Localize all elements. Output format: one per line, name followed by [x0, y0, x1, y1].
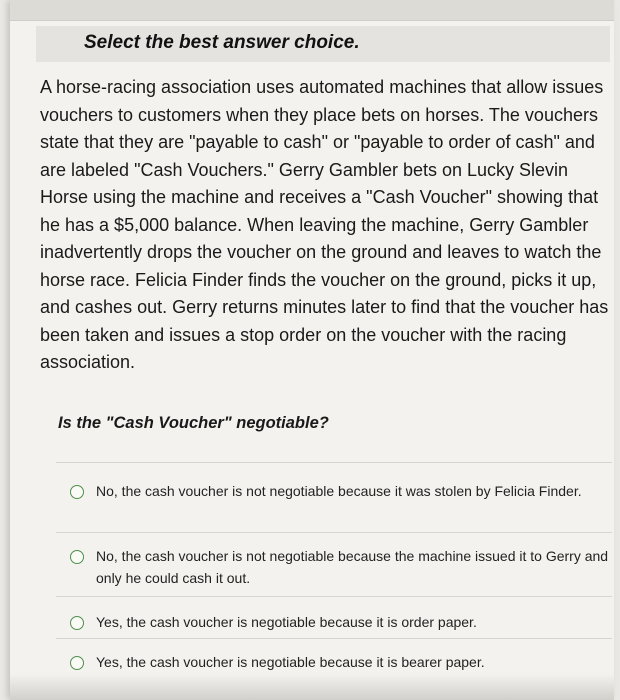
- prompt-title: Select the best answer choice.: [84, 32, 360, 53]
- answer-choice-4[interactable]: [70, 653, 610, 673]
- answer-choice-3[interactable]: [70, 613, 610, 633]
- divider: [56, 532, 612, 533]
- radio-button-icon[interactable]: [70, 550, 84, 564]
- answer-choice-label: No, the cash voucher is not negotiable because it was stolen by Felicia Finder.: [96, 483, 582, 499]
- answer-choice-label: Yes, the cash voucher is negotiable because it is bearer paper.: [96, 654, 485, 670]
- divider: [56, 462, 612, 463]
- prompt-bar: [36, 26, 610, 62]
- quiz-screen: [10, 0, 614, 700]
- sub-question: Is the "Cash Voucher" negotiable?: [58, 414, 329, 432]
- radio-button-icon[interactable]: [70, 656, 84, 670]
- divider: [56, 596, 612, 597]
- answer-choice-1[interactable]: [70, 482, 610, 502]
- answer-choice-label: No, the cash voucher is not negotiable because the machine issued it to Gerry and only he could cash it out.: [96, 548, 609, 586]
- answer-choice-label: Yes, the cash voucher is negotiable because it is order paper.: [96, 614, 477, 630]
- radio-button-icon[interactable]: [70, 616, 84, 630]
- top-strip: [10, 0, 614, 21]
- divider: [56, 638, 612, 639]
- answer-choice-2[interactable]: [70, 547, 610, 589]
- bottom-shadow: [10, 674, 614, 700]
- question-text: A horse-racing association uses automated machines that allow issues vouchers to customers when they place bets on horses. The vouchers state that they are "payable to cash" or "payable to order of cash" and are labeled "Cash Vouchers." Gerry Gambler bets on Lucky Slevin Horse using the machine and receives a "Cash Voucher" showing that he has a $5,000 balance. When leaving the machine, Gerry Gambler inadvertently drops the voucher on the ground and leaves to watch the horse race. Felicia Finder finds the voucher on the ground, picks it up, and cashes out. Gerry returns minutes later to find that the voucher has been taken and issues a stop order on the voucher with the racing association.: [40, 77, 609, 372]
- radio-button-icon[interactable]: [70, 485, 84, 499]
